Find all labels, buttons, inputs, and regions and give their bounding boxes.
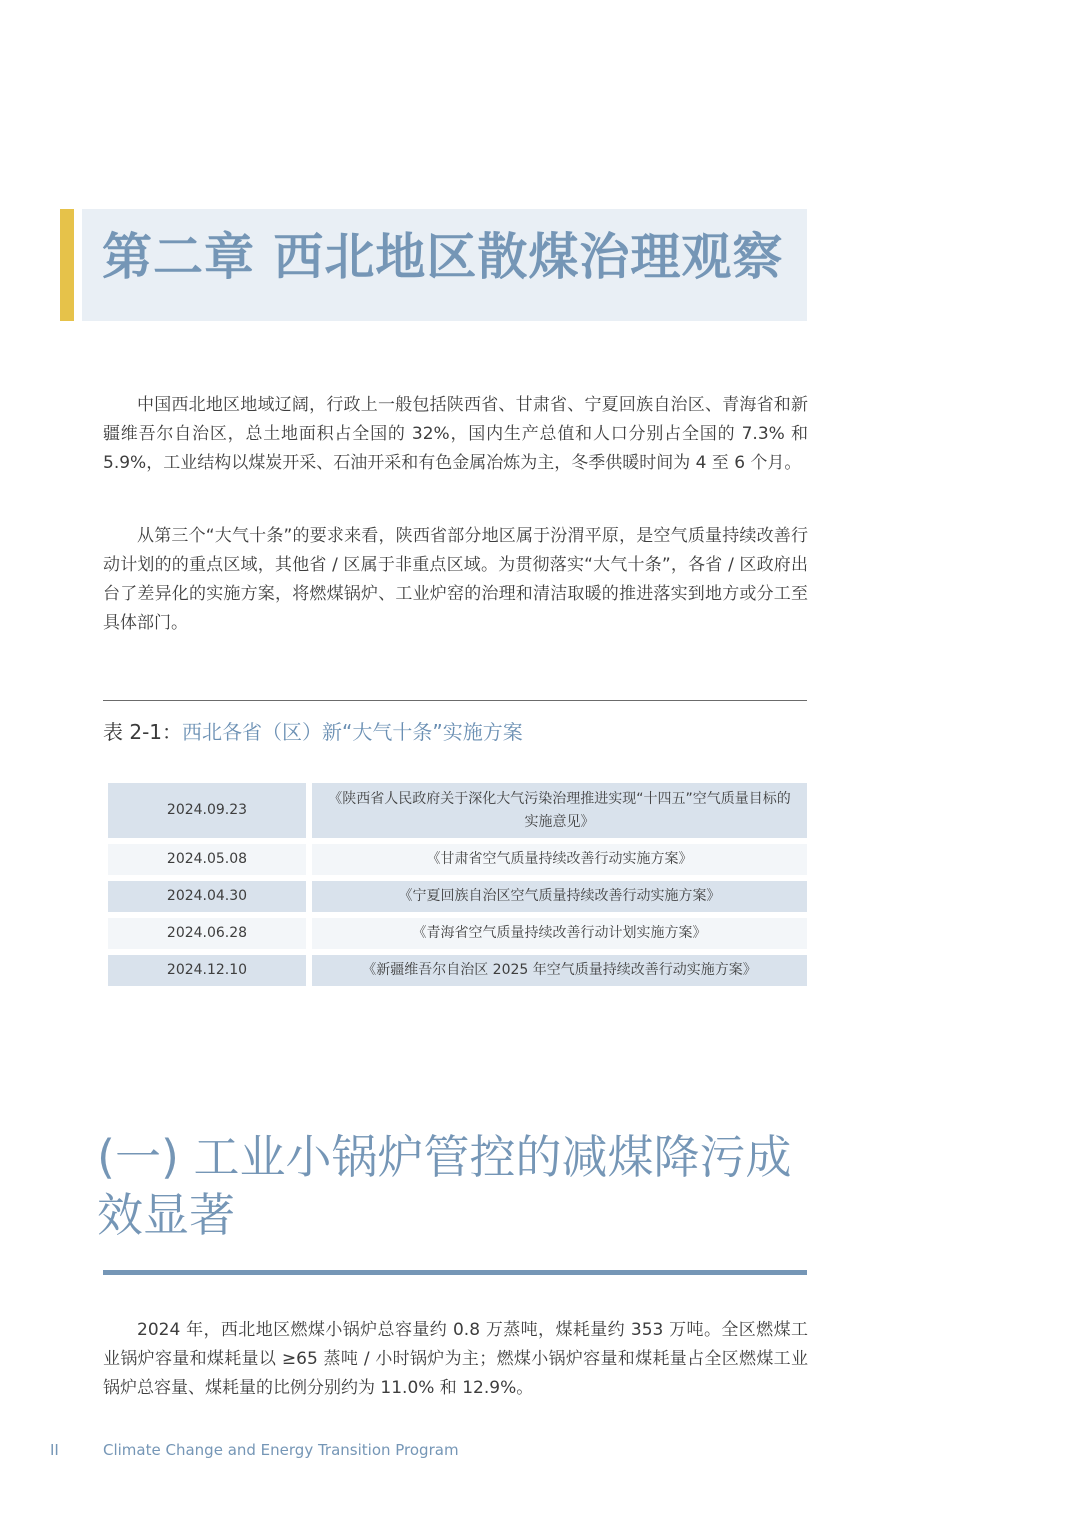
table-caption-label: 表 2-1： (103, 720, 183, 744)
intro-paragraph-1: 中国西北地区地域辽阔，行政上一般包括陕西省、甘肃省、宁夏回族自治区、青海省和新疆维吾尔自治区，总土地面积占全国的 32%，国内生产总值和人口分别占全国的 7.3% 和 5.9%，工业结构以煤炭开采、石油开采和有色金属冶炼为主，冬季供暖时间为 4 至 6 个月。 (103, 395, 808, 473)
table-cell-date: 2024.05.08 (108, 844, 306, 875)
table-row (108, 955, 807, 986)
table-caption (103, 717, 523, 747)
intro-paragraph-2: 从第三个“大气十条”的要求来看，陕西省部分地区属于汾渭平原，是空气质量持续改善行动计划的的重点区域，其他省 / 区属于非重点区域。为贯彻落实“大气十条”，各省 / 区政府出台了差异化的实施方案，将燃煤锅炉、工业炉窑的治理和清洁取暖的推进落实到地方或分工至具体部门。 (103, 526, 808, 633)
table-cell-title: 《宁夏回族自治区空气质量持续改善行动实施方案》 (312, 881, 807, 912)
table-row (108, 783, 807, 838)
table-row (108, 844, 807, 875)
table-top-rule (103, 700, 807, 701)
table-cell-date: 2024.06.28 (108, 918, 306, 949)
section-title: (一) 工业小锅炉管控的减煤降污成效显著 (97, 1130, 792, 1242)
section-paragraph: 2024 年，西北地区燃煤小锅炉总容量约 0.8 万蒸吨，煤耗量约 353 万吨。全区燃煤工业锅炉容量和煤耗量以 ≥65 蒸吨 / 小时锅炉为主；燃煤小锅炉容量和煤耗量占全区燃煤工业锅炉总容量、煤耗量的比例分别约为 11.0% 和 12.9%。 (103, 1320, 808, 1398)
table-cell-title: 《青海省空气质量持续改善行动计划实施方案》 (312, 918, 807, 949)
table-row (108, 881, 807, 912)
table-caption-title: 西北各省（区）新“大气十条”实施方案 (182, 720, 523, 744)
page-number: II (50, 1441, 59, 1459)
footer-program-name: Climate Change and Energy Transition Program (103, 1441, 459, 1459)
table-cell-title: 《新疆维吾尔自治区 2025 年空气质量持续改善行动实施方案》 (312, 955, 807, 986)
table-cell-title: 《甘肃省空气质量持续改善行动实施方案》 (312, 844, 807, 875)
chapter-title: 第二章 西北地区散煤治理观察 (102, 228, 784, 286)
table-row (108, 918, 807, 949)
table-cell-date: 2024.04.30 (108, 881, 306, 912)
chapter-accent-bar (60, 209, 74, 321)
policy-table (108, 783, 807, 992)
section-rule (103, 1270, 807, 1275)
table-cell-title: 《陕西省人民政府关于深化大气污染治理推进实现“十四五”空气质量目标的实施意见》 (312, 783, 807, 838)
table-cell-date: 2024.12.10 (108, 955, 306, 986)
table-cell-date: 2024.09.23 (108, 783, 306, 838)
